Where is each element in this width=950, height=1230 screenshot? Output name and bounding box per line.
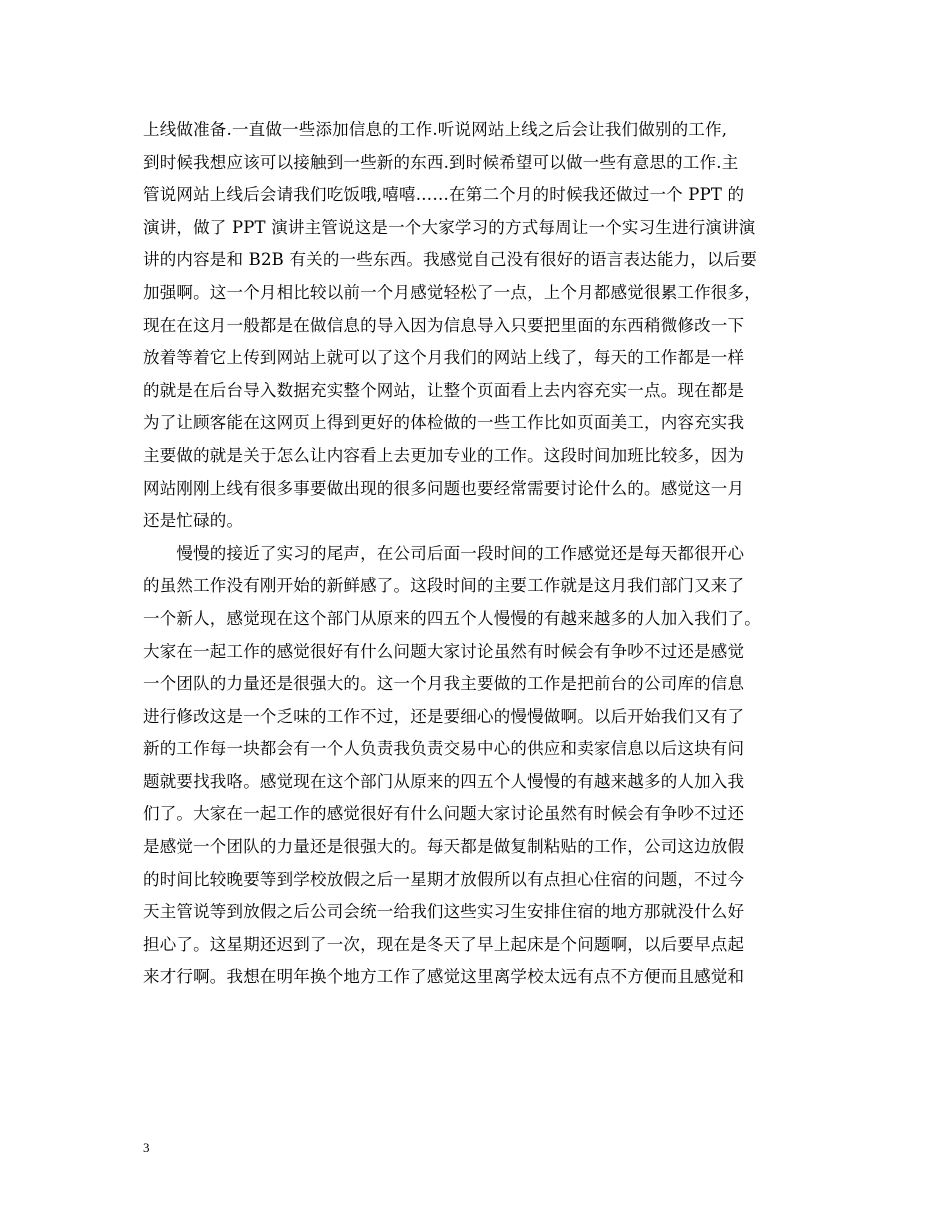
text-line: 的就是在后台导入数据充实整个网站，让整个页面看上去内容充实一点。现在都是 xyxy=(143,380,745,400)
text-line: 一个新人，感觉现在这个部门从原来的四五个人慢慢的有越来越多的人加入我们了。 xyxy=(143,608,761,628)
text-line: 慢慢的接近了实习的尾声，在公司后面一段时间的工作感觉还是每天都很开心 xyxy=(143,543,745,563)
text-line: 的虽然工作没有刚开始的新鲜感了。这段时间的主要工作就是这月我们部门又来了 xyxy=(143,576,745,596)
text-line: 题就要找我咯。感觉现在这个部门从原来的四五个人慢慢的有越来越多的人加入我 xyxy=(143,771,745,791)
text-line: 是感觉一个团队的力量还是很强大的。每天都是做复制粘贴的工作，公司这边放假 xyxy=(143,837,745,857)
text-line: 新的工作每一块都会有一个人负责我负责交易中心的供应和卖家信息以后这块有问 xyxy=(143,739,745,759)
text-line: 演讲，做了 PPT 演讲主管说这是一个大家学习的方式每周让一个实习生进行演讲演 xyxy=(143,217,756,237)
text-line: 上线做准备.一直做一些添加信息的工作.听说网站上线之后会让我们做别的工作, xyxy=(143,120,728,139)
text-line: 为了让顾客能在这网页上得到更好的体检做的一些工作比如页面美工，内容充实我 xyxy=(143,413,745,433)
body-text xyxy=(143,114,823,994)
text-line: 天主管说等到放假之后公司会统一给我们这些实习生安排住宿的地方那就没什么好 xyxy=(143,902,745,922)
text-line: 进行修改这是一个乏味的工作不过，还是要细心的慢慢做啊。以后开始我们又有了 xyxy=(143,706,745,726)
text-line: 主要做的就是关于怎么让内容看上去更加专业的工作。这段时间加班比较多，因为 xyxy=(143,445,745,465)
text-line: 们了。大家在一起工作的感觉很好有什么问题大家讨论虽然有时候会有争吵不过还 xyxy=(143,804,745,824)
text-line: 担心了。这星期还迟到了一次，现在是冬天了早上起床是个问题啊，以后要早点起 xyxy=(143,934,745,954)
text-line: 网站刚刚上线有很多事要做出现的很多问题也要经常需要讨论什么的。感觉这一月 xyxy=(143,478,745,498)
text-line: 管说网站上线后会请我们吃饭哦,嘻嘻……在第二个月的时候我还做过一个 PPT 的 xyxy=(143,185,745,205)
text-line: 加强啊。这一个月相比较以前一个月感觉轻松了一点，上个月都感觉很累工作很多， xyxy=(143,282,761,302)
page-number: 3 xyxy=(143,1140,150,1155)
text-line: 讲的内容是和 B2B 有关的一些东西。我感觉自己没有很好的语言表达能力，以后要 xyxy=(143,250,758,270)
text-line: 来才行啊。我想在明年换个地方工作了感觉这里离学校太远有点不方便而且感觉和 xyxy=(143,967,745,987)
text-line: 放着等着它上传到网站上就可以了这个月我们的网站上线了，每天的工作都是一样 xyxy=(143,348,745,368)
text-line: 到时候我想应该可以接触到一些新的东西.到时候希望可以做一些有意思的工作.主 xyxy=(143,152,739,172)
text-line: 一个团队的力量还是很强大的。这一个月我主要做的工作是把前台的公司库的信息 xyxy=(143,674,745,694)
text-line: 还是忙碌的。 xyxy=(143,511,244,531)
text-line: 大家在一起工作的感觉很好有什么问题大家讨论虽然有时候会有争吵不过还是感觉 xyxy=(143,641,745,661)
text-line: 的时间比较晚要等到学校放假之后一星期才放假所以有点担心住宿的问题，不过今 xyxy=(143,869,745,889)
text-line: 现在在这月一般都是在做信息的导入因为信息导入只要把里面的东西稍微修改一下 xyxy=(143,315,745,335)
